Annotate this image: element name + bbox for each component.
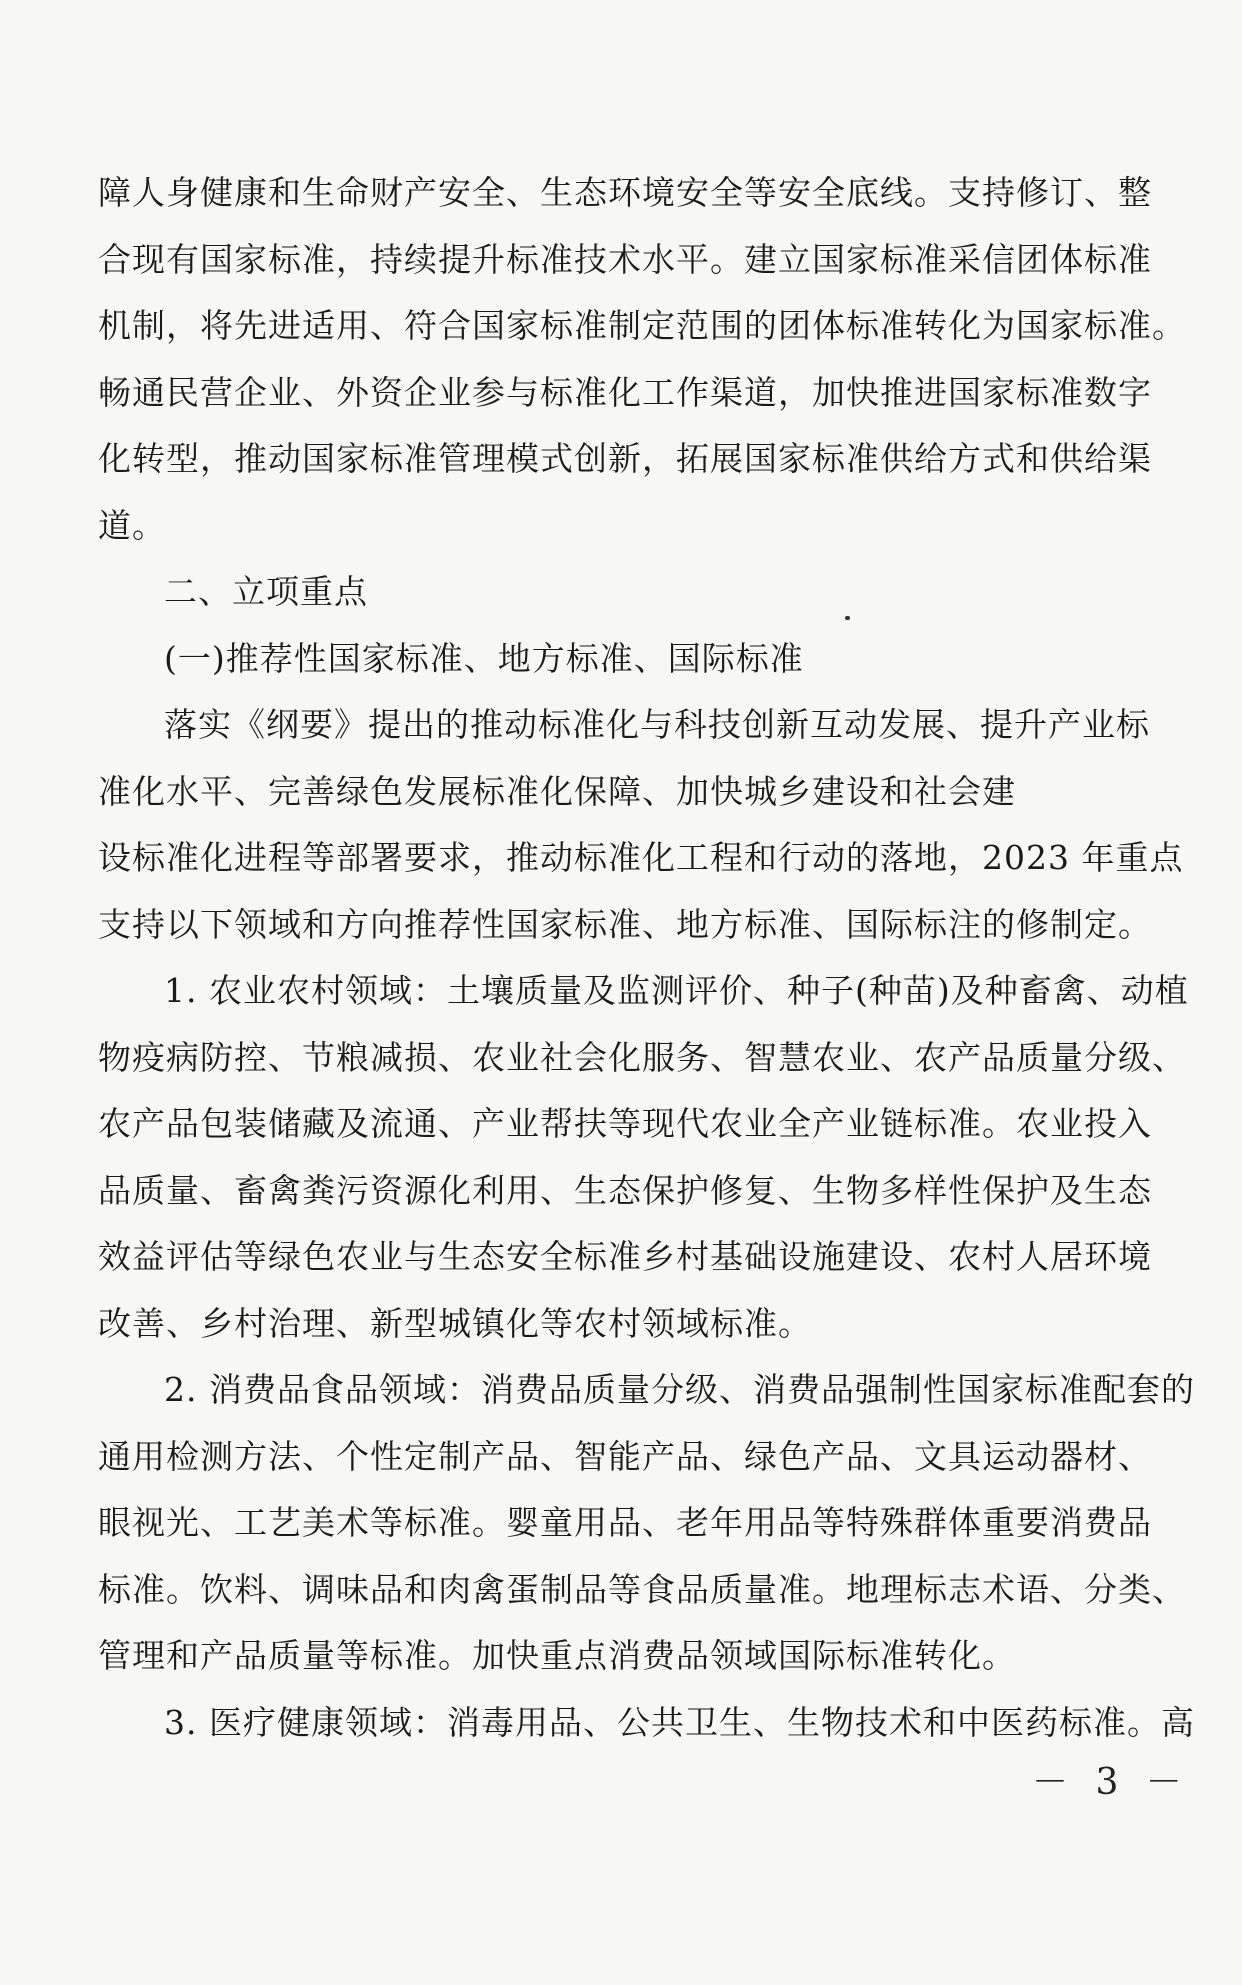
text-line: 道。 <box>98 505 166 545</box>
text-line: 畅通民营企业、外资企业参与标准化工作渠道，加快推进国家标准数字 <box>98 372 1152 412</box>
text-line: 机制，将先进适用、符合国家标准制定范围的团体标准转化为国家标准。 <box>98 306 1186 345</box>
text-line: 眼视光、工艺美术等标准。婴童用品、老年用品等特殊群体重要消费品 <box>98 1503 1152 1542</box>
body-text <box>98 160 1195 1756</box>
list-item-agriculture: 1. 农业农村领域：土壤质量及监测评价、种子(种苗)及种畜禽、动植 <box>164 971 1189 1010</box>
text-line: 合现有国家标准，持续提升标准技术水平。建立国家标准采信团体标准 <box>98 239 1152 279</box>
list-item-healthcare: 3. 医疗健康领域：消毒用品、公共卫生、生物技术和中医药标准。高 <box>164 1702 1195 1742</box>
text-line: 设标准化进程等部署要求，推动标准化工程和行动的落地，2023 年重点 <box>98 838 1184 877</box>
text-line: 农产品包装储藏及流通、产业帮扶等现代农业全产业链标准。农业投入 <box>98 1104 1152 1143</box>
text-line: 改善、乡村治理、新型城镇化等农村领域标准。 <box>98 1303 812 1343</box>
text-line: 管理和产品质量等标准。加快重点消费品领域国际标准转化。 <box>98 1636 1016 1675</box>
text-line: 化转型，推动国家标准管理模式创新，拓展国家标准供给方式和供给渠 <box>98 439 1152 478</box>
text-line: 效益评估等绿色农业与生态安全标准乡村基础设施建设、农村人居环境 <box>98 1237 1152 1276</box>
subsection-heading: (一)推荐性国家标准、地方标准、国际标准 <box>164 638 804 678</box>
page-number: － 3 － <box>1032 1762 1190 1803</box>
text-line: 障人身健康和生命财产安全、生态环境安全等安全底线。支持修订、整 <box>98 173 1152 212</box>
text-line: 准化水平、完善绿色发展标准化保障、加快城乡建设和社会建 <box>98 771 1016 811</box>
list-item-consumer-goods: 2. 消费品食品领域：消费品质量分级、消费品强制性国家标准配套的 <box>164 1370 1195 1409</box>
text-line: 标准。饮料、调味品和肉禽蛋制品等食品质量准。地理标志术语、分类、 <box>98 1569 1186 1609</box>
text-line: 支持以下领域和方向推荐性国家标准、地方标准、国际标注的修制定。 <box>98 904 1152 944</box>
text-line: 品质量、畜禽粪污资源化利用、生态保护修复、生物多样性保护及生态 <box>98 1170 1152 1210</box>
text-line: 通用检测方法、个性定制产品、智能产品、绿色产品、文具运动器材、 <box>98 1436 1152 1476</box>
text-line: 落实《纲要》提出的推动标准化与科技创新互动发展、提升产业标 <box>164 705 1150 744</box>
text-line: 物疫病防控、节粮减损、农业社会化服务、智慧农业、农产品质量分级、 <box>98 1037 1186 1077</box>
section-heading: 二、立项重点 <box>164 572 368 611</box>
